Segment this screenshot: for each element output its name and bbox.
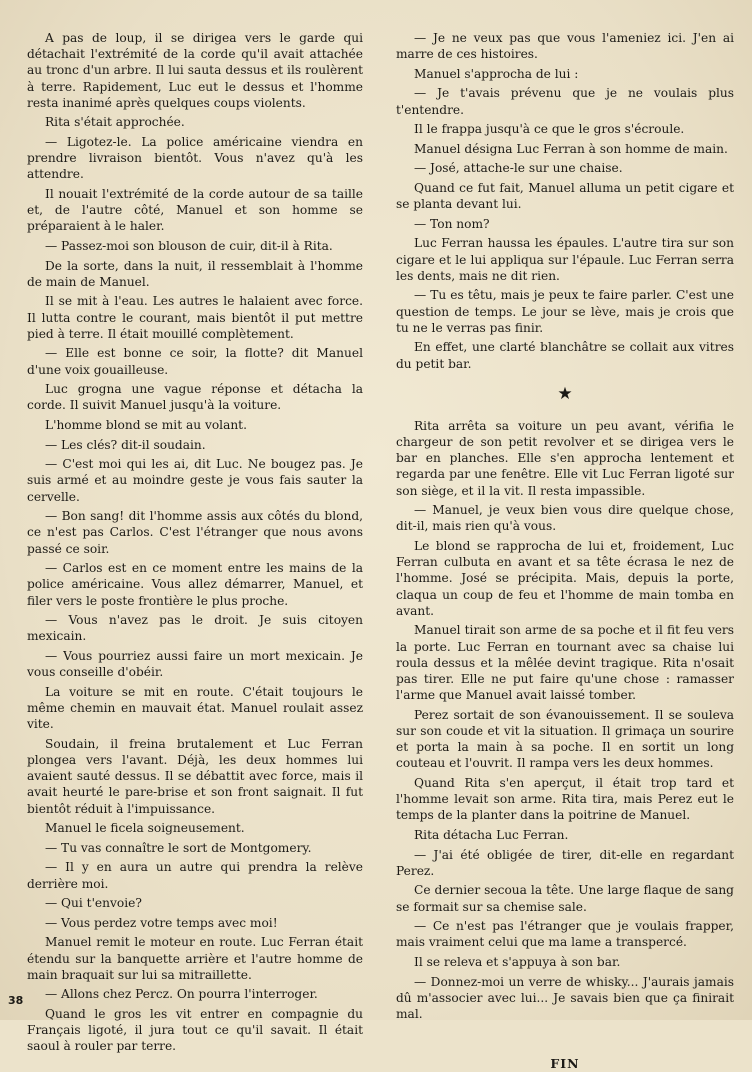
paragraph: Il nouait l'extrémité de la corde autour de sa taille et, de l'autre côté, Manuel et son homme se préparaient à le haler. xyxy=(27,187,363,234)
paragraph: — Qui t'envoie? xyxy=(45,896,142,911)
paragraph: Le blond se rapprocha de lui et, froidement, Luc Ferran culbuta en avant et sa tête écrasa le nez de l'homme. José se précipita. Mais, depuis la porte, claqua un coup de feu et l'homme de main tomba en avant. xyxy=(396,538,734,618)
paragraph: — Il y en aura un autre qui prendra la relève derrière moi. xyxy=(27,860,363,891)
paragraph: — Ligotez-le. La police américaine viendra en prendre livraison bientôt. Vous n'avez qu'à les attendre. xyxy=(27,135,363,182)
right-column-bottom-text xyxy=(396,418,734,1022)
paragraph: L'homme blond se mit au volant. xyxy=(45,417,247,432)
paragraph: Luc grogna une vague réponse et détacha la corde. Il suivit Manuel jusqu'à la voiture. xyxy=(27,382,363,413)
paragraph: — Manuel, je veux bien vous dire quelque chose, dit-il, mais rien qu'à vous. xyxy=(396,503,734,534)
paragraph: — Ton nom? xyxy=(414,216,490,231)
right-text-column xyxy=(396,30,734,1072)
paragraph: — Les clés? dit-il soudain. xyxy=(45,437,206,452)
paragraph: — Je ne veux pas que vous l'ameniez ici. J'en ai marre de ces histoires. xyxy=(396,31,734,62)
paragraph: A pas de loup, il se dirigea vers le garde qui détachait l'extrémité de la corde qu'il avait attachée au tronc d'un arbre. Il lui sauta dessus et ils roulèrent à terre. Rapidement, Luc eut le dessus et l'homme resta inanimé après quelques coups violents. xyxy=(27,31,363,110)
paragraph: Ce dernier secoua la tête. Une large flaque de sang se formait sur sa chemise sale. xyxy=(396,883,734,914)
end-marker: FIN xyxy=(550,1056,580,1072)
paragraph: En effet, une clarté blanchâtre se collait aux vitres du petit bar. xyxy=(396,340,734,371)
paragraph: — Passez-moi son blouson de cuir, dit-il à Rita. xyxy=(45,239,333,253)
paragraph: Manuel s'approcha de lui : xyxy=(414,66,579,81)
paragraph: — Ce n'est pas l'étranger que je voulais frapper, mais vraiment celui que ma lame a transpercé. xyxy=(396,919,734,950)
paragraph: Il le frappa jusqu'à ce que le gros s'écroule. xyxy=(414,122,685,137)
paragraph: Luc Ferran haussa les épaules. L'autre tira sur son cigare et le lui appliqua sur l'épaule. Luc Ferran serra les dents, mais ne dit rien. xyxy=(396,236,734,283)
paragraph: Manuel tirait son arme de sa poche et il fit feu vers la porte. Luc Ferran en tournant avec sa chaise lui roula dessus et la mêlée devint tragique. Rita n'osait pas tirer. Elle ne put faire qu'une chose : ramasser l'arme que Manuel avait laissé tomber. xyxy=(396,623,734,703)
paragraph: — Bon sang! dit l'homme assis aux côtés du blond, ce n'est pas Carlos. C'est l'étranger que nous avons passé ce soir. xyxy=(27,509,363,556)
paragraph: Perez sortait de son évanouissement. Il se souleva sur son coude et vit la situation. Il grimaça un sourire et porta la main à sa poche. Il en sortit un long couteau et l'ouvrit. Il rampa vers les deux hommes. xyxy=(396,707,734,771)
paragraph: — José, attache-le sur une chaise. xyxy=(414,161,623,176)
paragraph: Rita s'était approchée. xyxy=(45,115,185,130)
paragraph: — Donnez-moi un verre de whisky... J'aurais jamais dû m'associer avec lui... Je savais bien que ça finirait mal. xyxy=(396,974,734,1021)
page-number: 38 xyxy=(8,994,24,1007)
section-separator-star: ★ xyxy=(557,383,573,404)
paragraph: Manuel désigna Luc Ferran à son homme de main. xyxy=(414,141,728,156)
paragraph: Rita détacha Luc Ferran. xyxy=(414,827,569,842)
paragraph: Rita arrêta sa voiture un peu avant, vérifia le chargeur de son petit revolver et se dirigea vers le bar en planches. Elle s'en approcha lentement et regarda par une fenêtre. Elle vit Luc Ferran ligoté sur son siège, et il la vit. Il resta impassible. xyxy=(396,418,734,498)
paragraph: — Allons chez Percz. On pourra l'interroger. xyxy=(45,987,318,1002)
paragraph: — J'ai été obligée de tirer, dit-elle en regardant Perez. xyxy=(396,847,734,878)
paragraph: Manuel remit le moteur en route. Luc Ferran était étendu sur la banquette arrière et l'autre homme de main braquait sur lui sa mitraillette. xyxy=(27,935,363,982)
paragraph: La voiture se mit en route. C'était toujours le même chemin en mauvait état. Manuel roulait assez vite. xyxy=(27,684,363,732)
paragraph: — Je t'avais prévenu que je ne voulais plus t'entendre. xyxy=(396,86,734,117)
paragraph: Il se mit à l'eau. Les autres le halaient avec force. Il lutta contre le courant, mais bientôt il put mettre pied à terre. Il était mouillé complètement. xyxy=(27,294,363,341)
paragraph: De la sorte, dans la nuit, il ressemblait à l'homme de main de Manuel. xyxy=(27,258,363,289)
paragraph: — Tu vas connaître le sort de Montgomery. xyxy=(45,840,312,855)
paragraph: — C'est moi qui les ai, dit Luc. Ne bougez pas. Je suis armé et au moindre geste je vous fais sauter la cervelle. xyxy=(27,457,363,504)
paragraph: Quand le gros les vit entrer en compagnie du Français ligoté, il jura tout ce qu'il savait. Il était saoul à rouler par terre. xyxy=(27,1006,363,1054)
paragraph: — Carlos est en ce moment entre les mains de la police américaine. Vous allez démarrer, Manuel, et filer vers le poste frontière le plus proche. xyxy=(27,561,363,608)
paragraph: Quand ce fut fait, Manuel alluma un petit cigare et se planta devant lui. xyxy=(396,180,734,212)
right-column-top-text xyxy=(396,30,734,372)
paragraph: Soudain, il freina brutalement et Luc Ferran plongea vers l'avant. Déjà, les deux hommes lui avaient sauté dessus. Il se débattit avec force, mais il avait heurté le pare-brise et son front saignait. Il fut bientôt réduit à l'impuissance. xyxy=(27,736,363,816)
paragraph: — Tu es têtu, mais je peux te faire parler. C'est une question de temps. Le jour se lève, mais je crois que tu ne le verras pas finir. xyxy=(396,288,734,335)
paragraph: — Vous n'avez pas le droit. Je suis citoyen mexicain. xyxy=(27,613,363,644)
paragraph: — Vous pourriez aussi faire un mort mexicain. Je vous conseille d'obéir. xyxy=(27,648,363,680)
left-text-column xyxy=(27,30,363,1058)
paragraph: Il se releva et s'appuya à son bar. xyxy=(414,954,621,969)
paragraph: — Vous perdez votre temps avec moi! xyxy=(45,915,278,930)
paragraph: Quand Rita s'en aperçut, il était trop tard et l'homme levait son arme. Rita tira, mais Perez eut le temps de la planter dans la poitrine de Manuel. xyxy=(396,775,734,823)
paragraph: Manuel le ficela soigneusement. xyxy=(45,821,245,836)
paragraph: — Elle est bonne ce soir, la flotte? dit Manuel d'une voix gouailleuse. xyxy=(27,346,363,377)
